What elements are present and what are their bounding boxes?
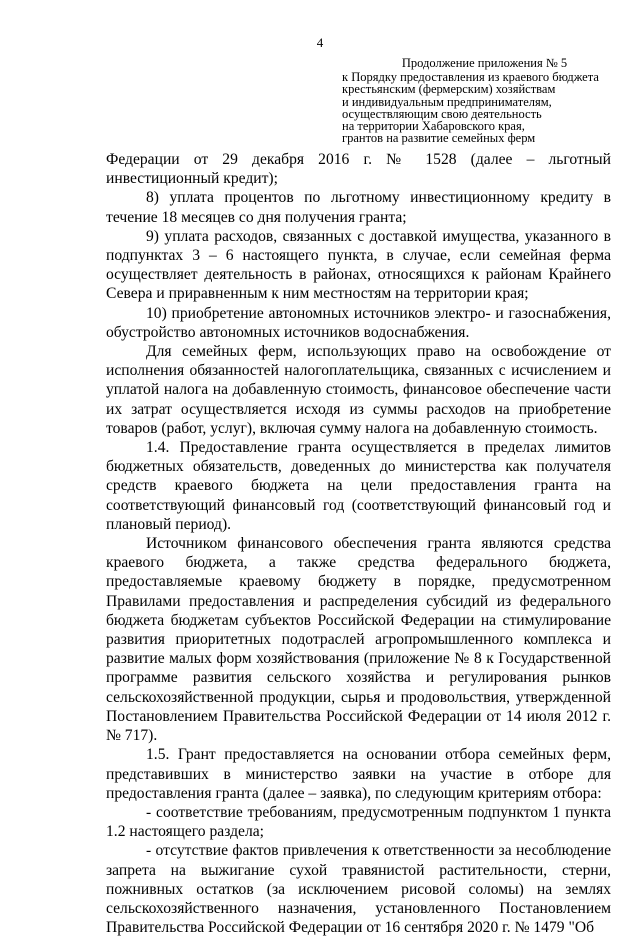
annex-line: на территории Хабаровского края, — [342, 119, 525, 134]
paragraph: 8) уплата процентов по льготному инвестиционному кредиту в течение 18 месяцев со дня получения гранта; — [106, 189, 611, 226]
annex-line: крестьянским (фермерским) хозяйствам — [342, 82, 556, 97]
annex-line: осуществляющим свою деятельность — [342, 106, 542, 121]
annex-line: к Порядку предоставления из краевого бюджета — [342, 70, 599, 85]
paragraph: - соответствие требованиям, предусмотренным подпунктом 1 пункта 1.2 настоящего раздела; — [106, 803, 611, 841]
paragraph: Федерации от 29 декабря 2016 г. № 1528 (далее – льготный инвестиционный кредит); — [106, 151, 611, 188]
page-number: 4 — [316, 35, 324, 50]
annex-line: и индивидуальным предпринимателям, — [342, 94, 552, 109]
paragraph: 1.4. Предоставление гранта осуществляется в пределах лимитов бюджетных обязательств, доведенных до министерства как получателя средств краевого бюджета на цели предоставления гранта на соответствующий финансовый год (соответствующий финансовый год и плановый период). — [106, 439, 611, 533]
document-body — [106, 150, 611, 937]
annex-line: грантов на развитие семейных ферм — [342, 131, 536, 146]
annex-header — [342, 57, 627, 144]
paragraph: Источником финансового обеспечения гранта являются средства краевого бюджета, а также средства федерального бюджета, предоставляемые краевому бюджету в порядке, предусмотренном Правилами предоставления и распределения субсидий из федерального бюджета бюджетам субъектов Российской Федерации на стимулирование развития приоритетных подотраслей агропромышленного комплекса и развитие малых форм хозяйствования (приложение № 8 к Государственной программе развития сельского хозяйства и регулирования рынков сельскохозяйственной продукции, сырья и продовольствия, утвержденной Постановлением Правительства Российской Федерации от 14 июля 2012 г. № 717). — [106, 535, 611, 745]
paragraph: - отсутствие фактов привлечения к ответственности за несоблюдение запрета на выжигание сухой травянистой растительности, стерни, пожнивных остатков (за исключением рисовой соломы) на землях сельскохозяйственного назначения, установленного Постановлением Правительства Российской Федерации от 16 сентября 2020 г. № 1479 "Об — [106, 842, 611, 937]
annex-title: Продолжение приложения № 5 — [401, 56, 568, 70]
paragraph: 1.5. Грант предоставляется на основании отбора семейных ферм, представивших в министерство заявки на участие в отборе для предоставления гранта (далее – заявка), по следующим критериям отбора: — [106, 746, 611, 802]
paragraph: Для семейных ферм, использующих право на освобождение от исполнения обязанностей налогоплательщика, связанных с исчислением и уплатой налога на добавленную стоимость, финансовое обеспечение части их затрат осуществляется исходя из суммы расходов на приобретение товаров (работ, услуг), включая сумму налога на добавленную стоимость. — [106, 343, 611, 437]
paragraph: 9) уплата расходов, связанных с доставкой имущества, указанного в подпунктах 3 – 6 настоящего пункта, в случае, если семейная ферма осуществляет деятельность в районах, относящихся к районам Крайнего Севера и приравненным к ним местностям на территории края; — [106, 227, 611, 303]
paragraph: 10) приобретение автономных источников электро- и газоснабжения, обустройство автономных источников водоснабжения. — [106, 304, 611, 341]
